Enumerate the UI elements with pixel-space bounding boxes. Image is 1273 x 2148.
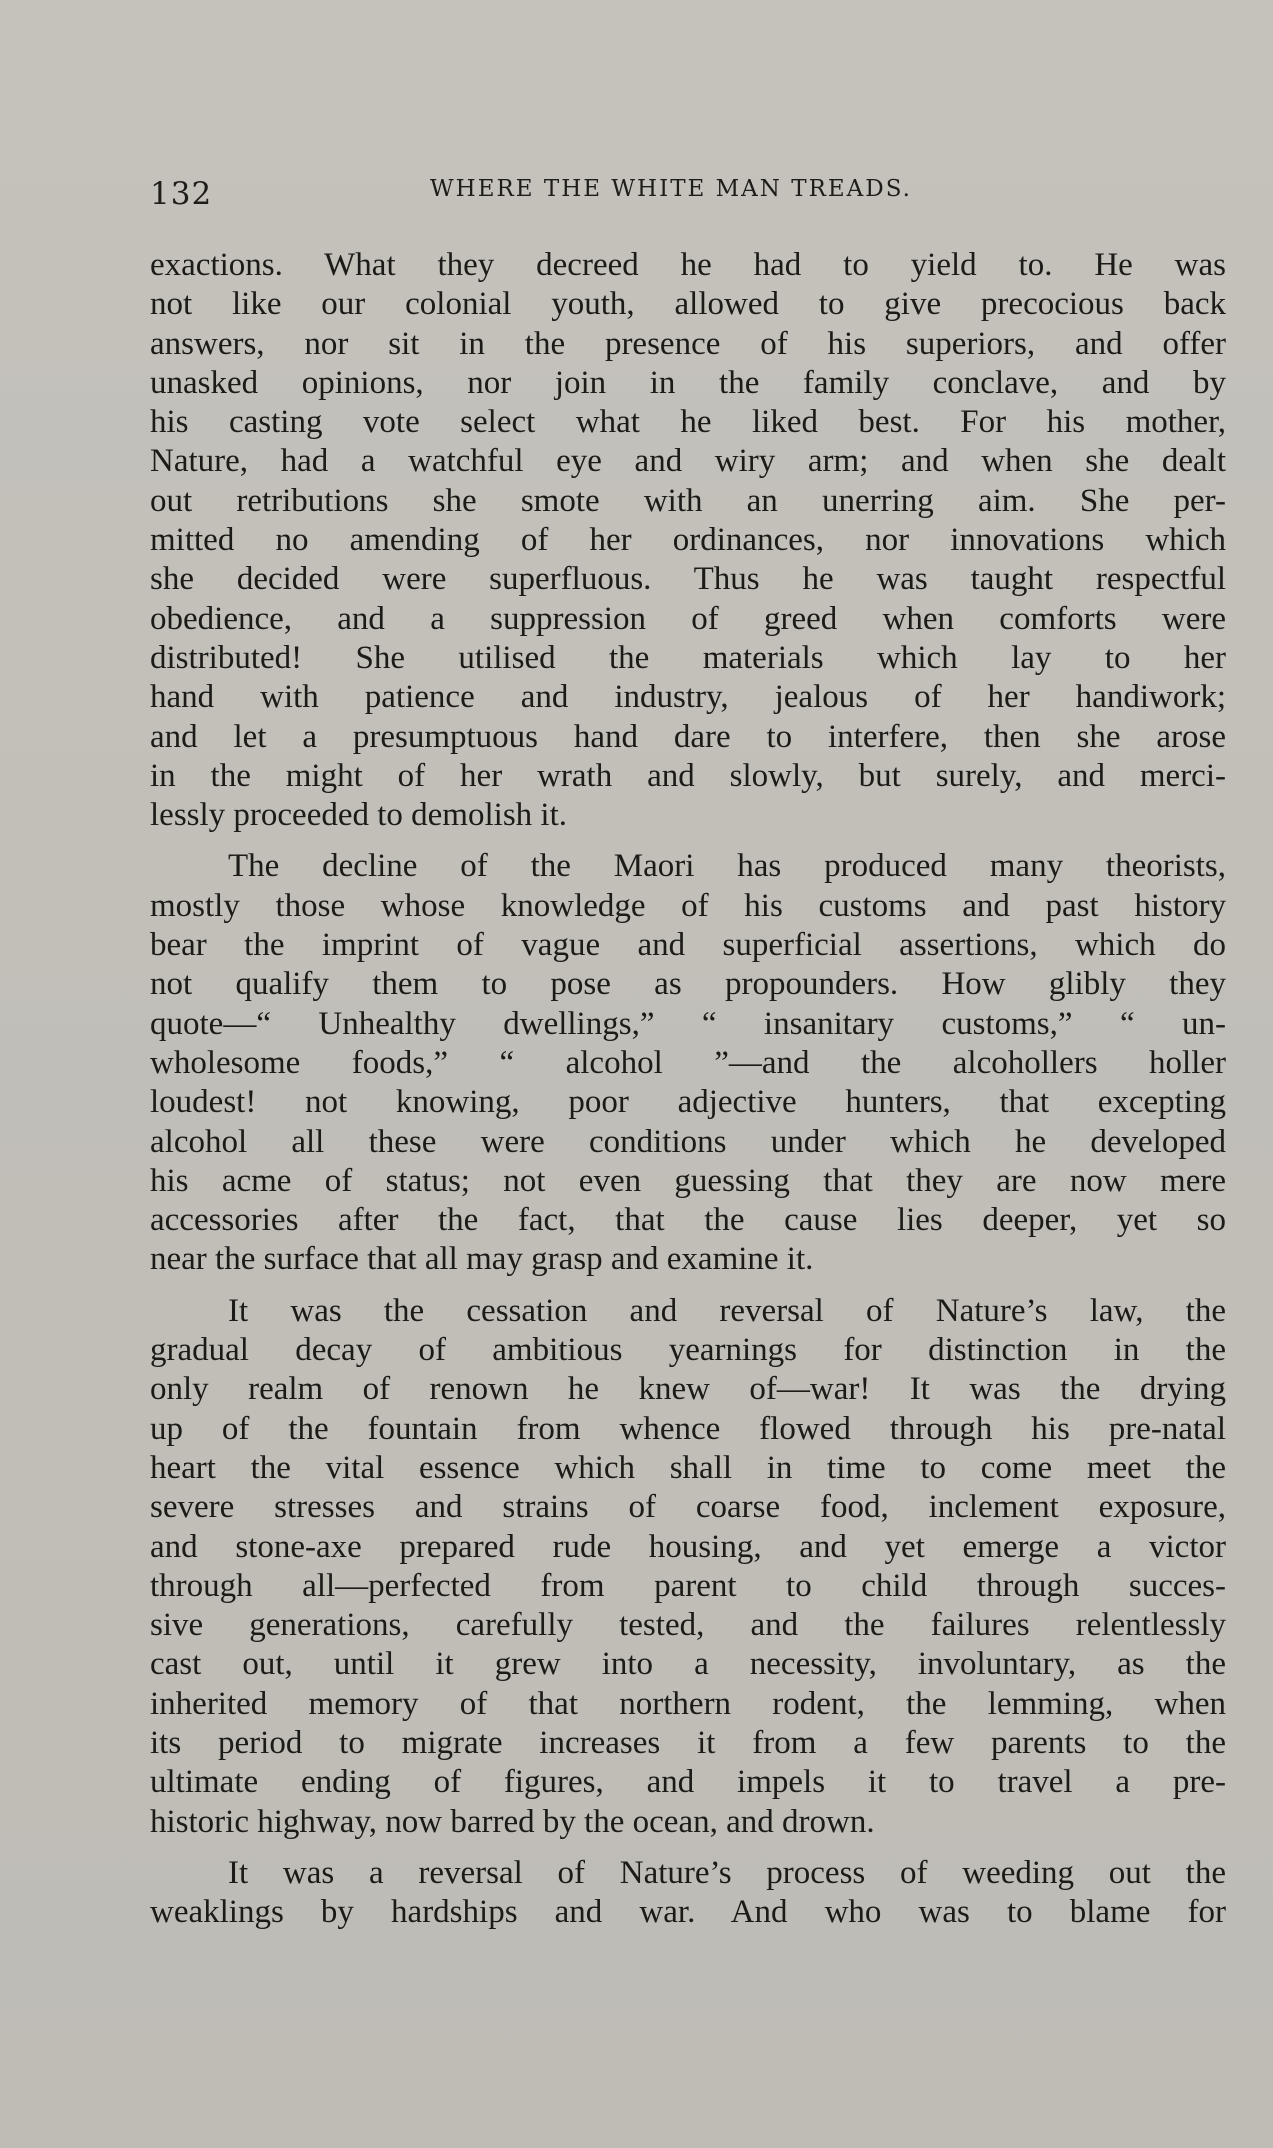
- text-line: exactions. What they decreed he had to yield to. He was: [150, 247, 1226, 283]
- paragraph: [150, 1854, 1226, 1933]
- text-line: historic highway, now barred by the ocean, and drown.: [150, 1803, 875, 1840]
- text-line: The decline of the Maori has produced many theorists,: [228, 848, 1226, 885]
- text-line: answers, nor sit in the presence of his superiors, and offer: [150, 325, 1226, 362]
- body-text: [150, 246, 1226, 1932]
- text-line: gradual decay of ambitious yearnings for distinction in the: [150, 1332, 1226, 1369]
- text-line: not like our colonial youth, allowed to give precocious back: [150, 286, 1226, 323]
- text-line: It was a reversal of Nature’s process of weeding out the: [228, 1854, 1226, 1891]
- running-head: WHERE THE WHITE MAN TREADS.: [430, 176, 912, 202]
- text-line: up of the fountain from whence flowed through his pre-natal: [150, 1410, 1226, 1447]
- paragraph: [150, 1292, 1226, 1842]
- text-line: alcohol all these were conditions under which he developed: [150, 1123, 1226, 1160]
- text-line: its period to migrate increases it from a few parents to the: [150, 1724, 1226, 1761]
- page-number: 132: [150, 176, 213, 212]
- text-line: not qualify them to pose as propounders. How glibly they: [150, 966, 1226, 1003]
- paragraph: [150, 847, 1226, 1279]
- text-line: distributed! She utilised the materials which lay to her: [150, 639, 1226, 676]
- text-line: she decided were superfluous. Thus he was taught respectful: [150, 561, 1226, 598]
- text-line: loudest! not knowing, poor adjective hunters, that excepting: [150, 1084, 1226, 1121]
- text-line: mitted no amending of her ordinances, nor innovations which: [150, 522, 1226, 559]
- text-line: accessories after the fact, that the cause lies deeper, yet so: [150, 1202, 1226, 1239]
- text-line: only realm of renown he knew of—war! It was the drying: [150, 1371, 1226, 1408]
- text-line: in the might of her wrath and slowly, but surely, and merci-: [150, 757, 1226, 794]
- text-line: cast out, until it grew into a necessity, involuntary, as the: [150, 1646, 1226, 1683]
- text-line: quote—“ Unhealthy dwellings,” “ insanitary customs,” “ un-: [150, 1005, 1226, 1042]
- text-line: his casting vote select what he liked best. For his mother,: [150, 404, 1226, 441]
- text-line: unasked opinions, nor join in the family conclave, and by: [150, 364, 1226, 401]
- text-line: It was the cessation and reversal of Nature’s law, the: [228, 1292, 1226, 1329]
- text-line: severe stresses and strains of coarse food, inclement exposure,: [150, 1489, 1226, 1526]
- paragraph: [150, 246, 1226, 835]
- text-line: his acme of status; not even guessing that they are now mere: [150, 1162, 1226, 1199]
- text-line: bear the imprint of vague and superficial assertions, which do: [150, 927, 1226, 964]
- text-line: through all—perfected from parent to child through succes-: [150, 1567, 1226, 1604]
- text-line: heart the vital essence which shall in time to come meet the: [150, 1449, 1226, 1486]
- page-header: [150, 172, 1230, 212]
- text-line: sive generations, carefully tested, and the failures relentlessly: [150, 1607, 1226, 1644]
- text-line: out retributions she smote with an unerring aim. She per-: [150, 482, 1226, 519]
- text-line: inherited memory of that northern rodent, the lemming, when: [150, 1685, 1226, 1722]
- text-line: near the surface that all may grasp and examine it.: [150, 1241, 814, 1278]
- text-line: lessly proceeded to demolish it.: [150, 797, 567, 834]
- text-line: ultimate ending of figures, and impels it to travel a pre-: [150, 1764, 1226, 1801]
- text-line: obedience, and a suppression of greed when comforts were: [150, 600, 1226, 637]
- text-line: hand with patience and industry, jealous of her handiwork;: [150, 679, 1226, 716]
- text-line: Nature, had a watchful eye and wiry arm; and when she dealt: [150, 443, 1226, 480]
- text-line: and stone-axe prepared rude housing, and yet emerge a victor: [150, 1528, 1226, 1565]
- text-line: and let a presumptuous hand dare to interfere, then she arose: [150, 718, 1226, 755]
- text-line: wholesome foods,” “ alcohol ”—and the alcohollers holler: [150, 1044, 1226, 1081]
- text-line: mostly those whose knowledge of his customs and past history: [150, 887, 1226, 924]
- text-line: weaklings by hardships and war. And who was to blame for: [150, 1894, 1226, 1931]
